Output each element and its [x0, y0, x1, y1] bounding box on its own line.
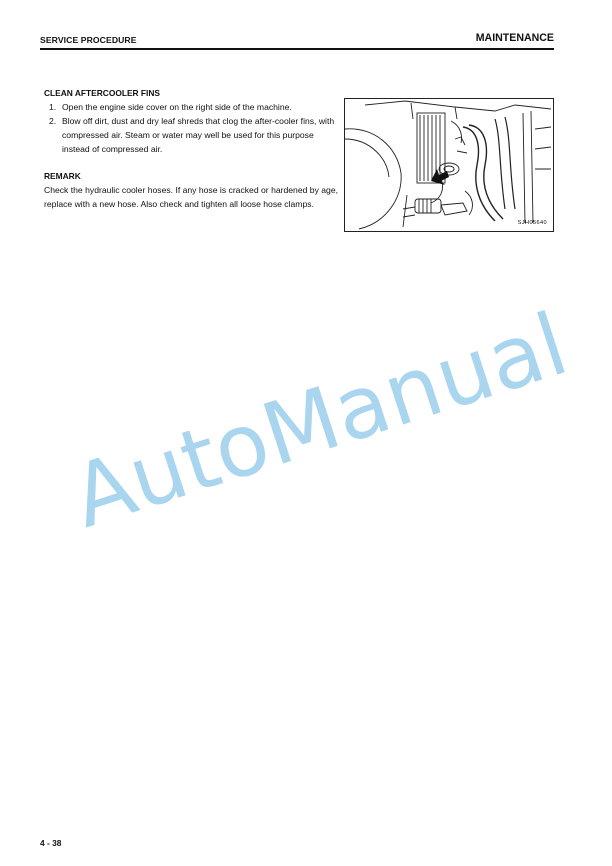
header-rule [40, 48, 554, 50]
step-text: Blow off dirt, dust and dry leaf shreds that clog the after-cooler fins, with compressed air. Steam or water may well be used for this purpose instead of compressed air. [62, 116, 335, 154]
watermark: AutoManual [60, 294, 579, 548]
running-header-left: SERVICE PROCEDURE [40, 35, 137, 45]
step-number: 2. [49, 116, 57, 126]
page-number: 4 - 38 [40, 838, 62, 848]
section-heading-remark: REMARK [44, 171, 81, 181]
aftercooler-illustration [344, 98, 554, 232]
step-text: Open the engine side cover on the right side of the machine. [62, 102, 292, 112]
section-heading-aftercooler: CLEAN AFTERCOOLER FINS [44, 88, 161, 98]
step-number: 1. [49, 102, 57, 112]
running-header-right: MAINTENANCE [475, 32, 554, 44]
procedure-step-2 [44, 114, 338, 156]
remark-paragraph: Check the hydraulic cooler hoses. If any hose is cracked or hardened by age, replace with a new hose. Also check and tighten all loose hose clamps. [44, 185, 338, 209]
text-column [44, 86, 338, 211]
procedure-step-1 [44, 100, 338, 114]
engine-compartment-drawing [345, 99, 553, 231]
figure-reference-code: SJH05640 [517, 220, 547, 226]
